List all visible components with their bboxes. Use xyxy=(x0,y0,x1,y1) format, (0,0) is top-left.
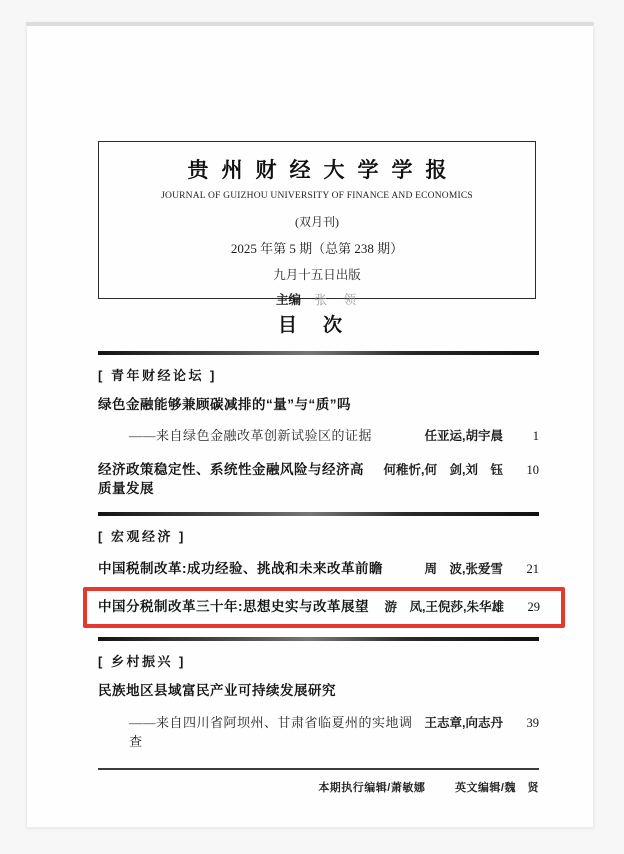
toc-entry-authors: 游 凤,王倪莎,朱华雄 xyxy=(384,600,504,614)
toc-entry-title: 经济政策稳定性、系统性金融风险与经济高质量发展 xyxy=(98,462,364,496)
journal-title-cn: 贵州财经大学学报 xyxy=(187,159,460,182)
masthead-box xyxy=(98,141,536,307)
divider-thick-2 xyxy=(98,512,539,516)
toc-entry-row-highlighted xyxy=(98,597,540,617)
toc-entry-authors: 王志章,向志丹 xyxy=(424,716,503,730)
editor-name: 张 领 xyxy=(314,293,358,307)
toc-entry-row xyxy=(98,460,539,498)
toc-entry-subtitle: ——来自四川省阿坝州、甘肃省临夏州的实地调查 xyxy=(129,715,413,749)
toc-entry-title: 民族地区县域富民产业可持续发展研究 xyxy=(98,683,336,698)
toc-entry-subtitle-row xyxy=(98,426,539,446)
executive-editor: 本期执行编辑/萧敏娜 xyxy=(318,781,426,794)
toc-entry-page-number: 39 xyxy=(526,716,539,730)
journal-frequency: (双月刊) xyxy=(295,215,339,229)
journal-toc-page xyxy=(26,22,594,828)
toc-entry-page-number: 10 xyxy=(526,463,539,477)
highlight-box xyxy=(83,587,565,628)
toc-entry-subtitle-row xyxy=(98,713,539,751)
toc-title: 目次 xyxy=(277,315,368,336)
toc-entry-subtitle: ——来自绿色金融改革创新试验区的证据 xyxy=(129,428,373,443)
toc-entry-authors: 何稚忻,何 剑,刘 钰 xyxy=(383,463,503,477)
divider-thick-1 xyxy=(98,351,539,355)
english-editor: 英文编辑/魏 贤 xyxy=(454,781,539,794)
toc-entry-authors: 任亚运,胡宇晨 xyxy=(424,429,503,443)
toc-entry-title: 中国分税制改革三十年:思想史实与改革展望 xyxy=(98,599,369,614)
section-header-macroeconomics: [ 宏观经济 ] xyxy=(98,529,186,544)
journal-publish-date: 九月十五日出版 xyxy=(273,268,361,282)
journal-editor-line xyxy=(99,290,535,308)
section-header-rural-revitalization: [ 乡村振兴 ] xyxy=(98,654,186,669)
toc-entry-page-number: 29 xyxy=(527,600,540,614)
footer-editors-line xyxy=(98,779,539,795)
section-header-youth-finance-forum: [ 青年财经论坛 ] xyxy=(98,368,217,383)
toc-entry-title: 中国税制改革:成功经验、挑战和未来改革前瞻 xyxy=(98,561,383,576)
toc-entry-authors: 周 波,张爱雪 xyxy=(424,562,503,576)
divider-thin-footer xyxy=(98,768,539,770)
toc-body xyxy=(98,351,539,795)
editor-label: 主编 xyxy=(275,293,301,307)
toc-entry-row xyxy=(98,559,539,579)
journal-title-en: JOURNAL OF GUIZHOU UNIVERSITY OF FINANCE AND ECONOMICS xyxy=(161,191,473,201)
divider-thick-3 xyxy=(98,637,539,641)
journal-issue: 2025 年第 5 期（总第 238 期） xyxy=(230,241,404,256)
toc-entry-title: 绿色金融能够兼顾碳减排的“量”与“质”吗 xyxy=(98,397,351,412)
toc-entry-page-number: 21 xyxy=(526,562,539,576)
toc-entry-page-number: 1 xyxy=(532,429,539,443)
